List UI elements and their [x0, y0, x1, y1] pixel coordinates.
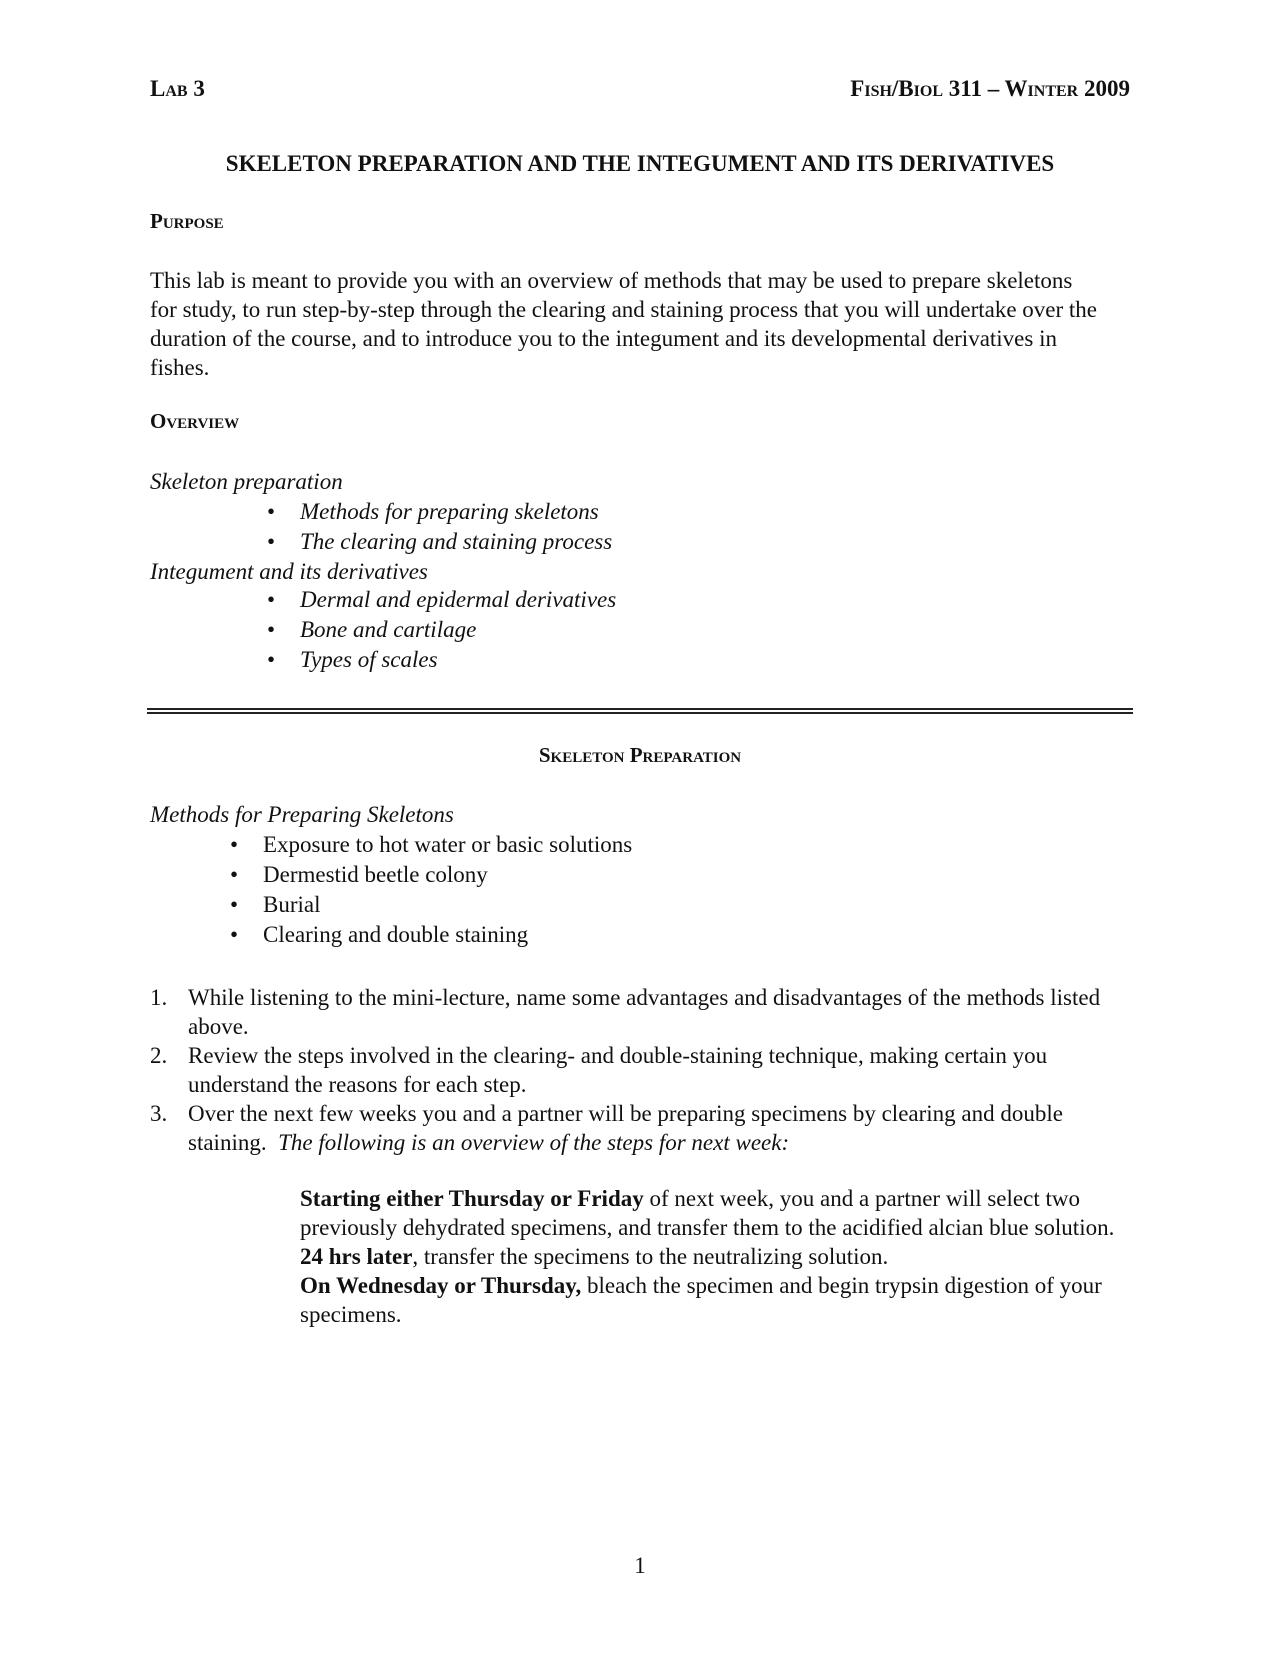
schedule-entry-when: Starting either Thursday or Friday	[300, 1186, 644, 1211]
instruction-text: While listening to the mini-lecture, name some advantages and disadvantages of the methods listed above.	[188, 985, 1101, 1039]
list-item	[150, 830, 1050, 860]
weekly-schedule	[300, 1184, 1140, 1329]
page-number: 1	[634, 1553, 646, 1578]
purpose-paragraph: This lab is meant to provide you with an overview of methods that may be used to prepare skeletons for study, to run step-by-step through the clearing and staining process that you will undertake over the duration of the course, and to introduce you to the integument and its developmental derivatives in fishes.	[150, 268, 1098, 380]
instruction-text: Review the steps involved in the clearing- and double-staining technique, making certain you understand the reasons for each step.	[188, 1043, 1048, 1097]
overview-group-title: Integument and its derivatives	[150, 559, 428, 584]
list-item-text: Burial	[263, 892, 321, 917]
bullet-icon: •	[230, 862, 239, 887]
schedule-entry	[300, 1242, 1140, 1271]
section-divider	[147, 708, 1133, 714]
list-item	[150, 860, 1050, 890]
list-item-text: Bone and cartilage	[300, 617, 477, 642]
bullet-icon: •	[267, 529, 276, 554]
list-item-text: The clearing and staining process	[300, 529, 613, 554]
list-item-text: Methods for preparing skeletons	[300, 499, 599, 524]
list-item	[150, 920, 1050, 950]
purpose-heading: Purpose	[150, 209, 224, 233]
list-item	[150, 890, 1050, 920]
skeleton-preparation-heading: Skeleton Preparation	[538, 743, 742, 767]
overview-list	[150, 585, 1050, 675]
instruction-item	[150, 983, 1130, 1041]
bullet-icon: •	[230, 832, 239, 857]
instruction-text: Over the next few weeks you and a partner will be preparing specimens by clearing and double staining.	[188, 1101, 1063, 1155]
document-title: SKELETON PREPARATION AND THE INTEGUMENT AND ITS DERIVATIVES	[225, 151, 1055, 176]
bullet-icon: •	[267, 499, 276, 524]
list-item-text: Dermestid beetle colony	[263, 862, 488, 887]
schedule-entry-text: , transfer the specimens to the neutralizing solution.	[412, 1244, 889, 1269]
overview-list	[150, 497, 1050, 557]
bullet-icon: •	[230, 892, 239, 917]
list-item	[150, 645, 1050, 675]
bullet-icon: •	[267, 587, 276, 612]
schedule-entry-text: bleach the specimen and begin trypsin digestion of your specimens.	[300, 1273, 1102, 1327]
instruction-item	[150, 1099, 1130, 1157]
overview-group-title: Skeleton preparation	[150, 469, 343, 494]
overview-outline	[150, 467, 1050, 675]
schedule-entry	[300, 1271, 1140, 1329]
list-item-text: Types of scales	[300, 647, 438, 672]
instruction-item	[150, 1041, 1130, 1099]
instruction-number: 1.	[150, 985, 168, 1010]
header-lab-number: Lab 3	[150, 76, 205, 101]
list-item-text: Exposure to hot water or basic solutions	[263, 832, 633, 857]
instructions-list	[150, 983, 1130, 1157]
schedule-entry-when: On Wednesday or Thursday,	[300, 1273, 582, 1298]
methods-title: Methods for Preparing Skeletons	[150, 802, 454, 827]
list-item	[150, 615, 1050, 645]
instruction-number: 2.	[150, 1043, 168, 1068]
schedule-entry-text: of next week, you and a partner will select two previously dehydrated specimens, and transfer them to the acidified alcian blue solution.	[300, 1186, 1115, 1240]
header-course-term: Fish/Biol 311 – Winter 2009	[850, 76, 1130, 101]
methods-list	[150, 830, 1050, 950]
list-item-text: Clearing and double staining	[263, 922, 529, 947]
list-item	[150, 585, 1050, 615]
list-item	[150, 527, 1050, 557]
methods-section	[150, 800, 1050, 950]
bullet-icon: •	[230, 922, 239, 947]
bullet-icon: •	[267, 617, 276, 642]
list-item-text: Dermal and epidermal derivatives	[300, 587, 617, 612]
schedule-entry-when: 24 hrs later	[300, 1244, 413, 1269]
instruction-italic-note: The following is an overview of the steps for next week:	[278, 1130, 790, 1155]
bullet-icon: •	[267, 647, 276, 672]
schedule-entry	[300, 1184, 1140, 1242]
instruction-number: 3.	[150, 1101, 168, 1126]
overview-heading: Overview	[150, 409, 240, 433]
list-item	[150, 497, 1050, 527]
